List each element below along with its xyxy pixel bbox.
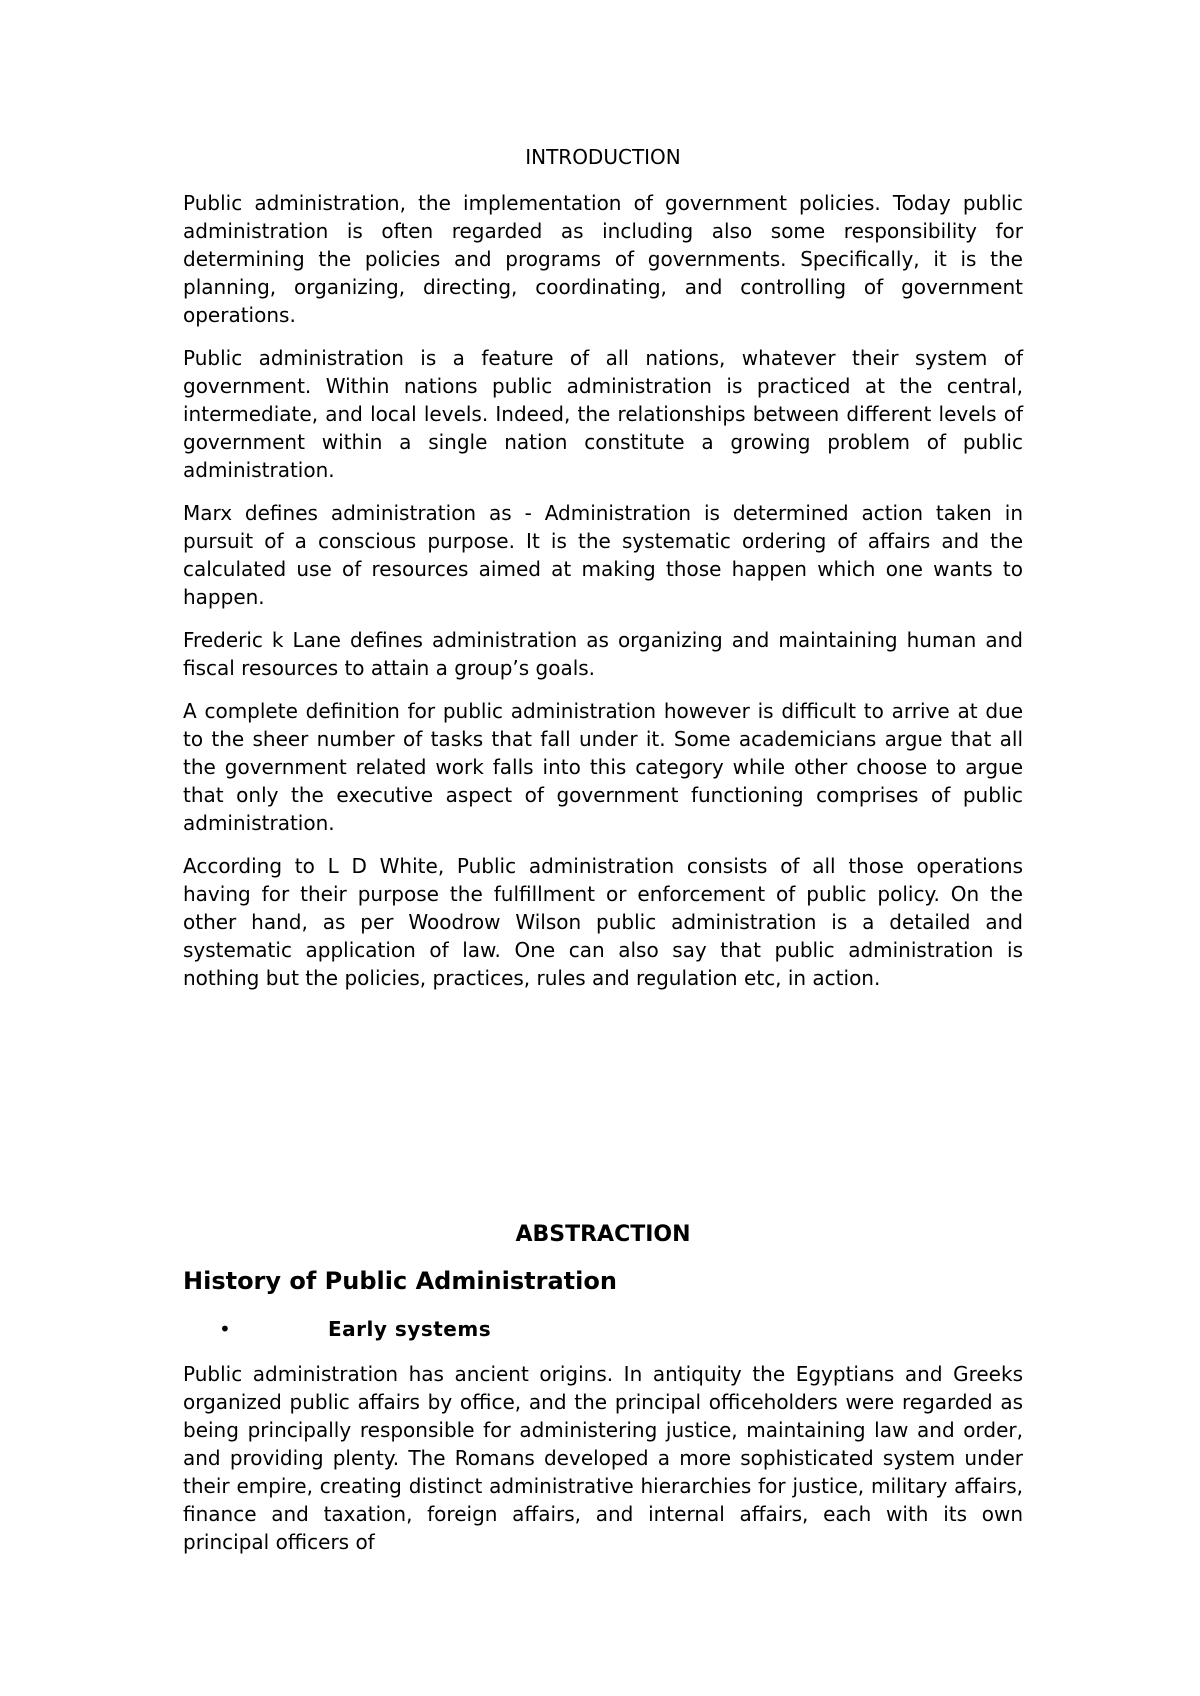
history-heading: History of Public Administration bbox=[183, 1267, 617, 1295]
abstraction-title: ABSTRACTION bbox=[515, 1222, 691, 1247]
intro-paragraph-4: Frederic k Lane defines administration as organizing and maintaining human and fiscal resources to attain a group’s goals. bbox=[183, 628, 1023, 680]
introduction-body bbox=[183, 189, 1023, 1007]
introduction-title: INTRODUCTION bbox=[525, 145, 681, 169]
abstraction-body bbox=[183, 1360, 1023, 1571]
early-systems-paragraph: Public administration has ancient origins. In antiquity the Egyptians and Greeks organized public affairs by office, and the principal officeholders were regarded as being principally responsible for administering justice, maintaining law and order, and providing plenty. The Romans developed a more sophisticated system under their empire, creating distinct administrative hierarchies for justice, military affairs, finance and taxation, foreign affairs, and internal affairs, each with its own principal officers of bbox=[183, 1362, 1023, 1554]
bullet-label: Early systems bbox=[328, 1317, 492, 1341]
intro-paragraph-3: Marx defines administration as - Administration is determined action taken in pursuit of a conscious purpose. It is the systematic ordering of affairs and the calculated use of resources aimed at making those happen which one wants to happen. bbox=[183, 501, 1023, 609]
intro-paragraph-6: According to L D White, Public administration consists of all those operations having for their purpose the fulfillment or enforcement of public policy. On the other hand, as per Woodrow Wilson public administration is a detailed and systematic application of law. One can also say that public administration is nothing but the policies, practices, rules and regulation etc, in action. bbox=[183, 854, 1023, 990]
intro-paragraph-2: Public administration is a feature of all nations, whatever their system of government. Within nations public administration is practiced at the central, intermediate, and local levels. Indeed, the relationships between different levels of government within a single nation constitute a growing problem of public administration. bbox=[183, 346, 1023, 482]
bullet-dot-icon: • bbox=[219, 1317, 231, 1341]
document-page bbox=[183, 0, 1023, 1696]
intro-paragraph-1: Public administration, the implementation of government policies. Today public administration is often regarded as including also some responsibility for determining the policies and programs of governments. Specifically, it is the planning, organizing, directing, coordinating, and controlling of government operations. bbox=[183, 191, 1023, 327]
intro-paragraph-5: A complete definition for public administration however is difficult to arrive at due to the sheer number of tasks that fall under it. Some academicians argue that all the government related work falls into this category while other choose to argue that only the executive aspect of government functioning comprises of public administration. bbox=[183, 699, 1023, 835]
